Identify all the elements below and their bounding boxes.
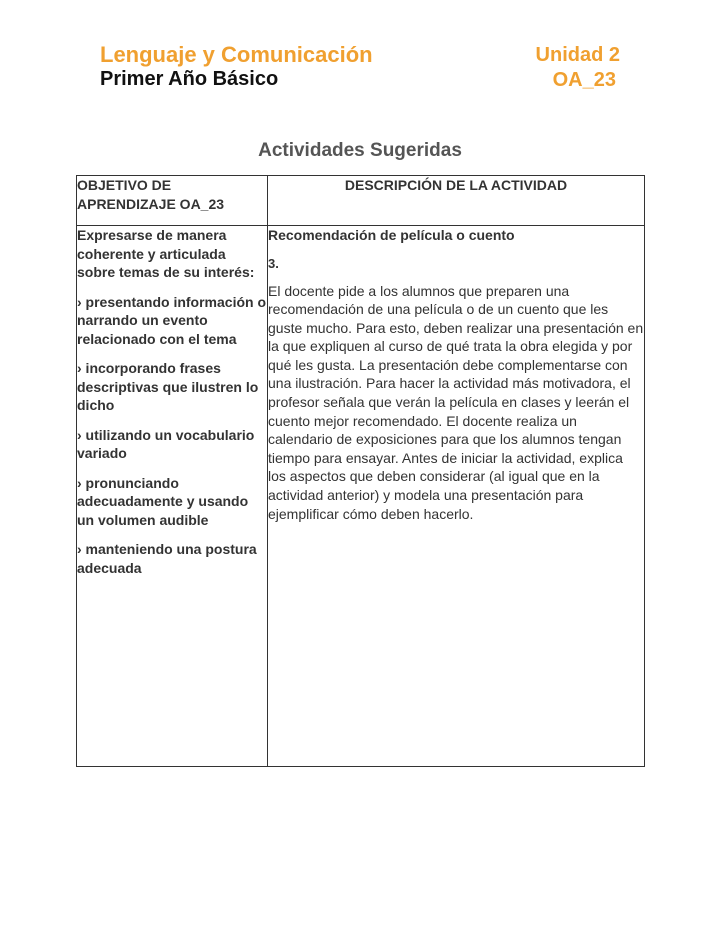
section-title: Actividades Sugeridas [258,140,462,161]
activity-number: 3. [268,255,279,271]
description-column-header: DESCRIPCIÓN DE LA ACTIVIDAD [268,176,645,226]
objective-item: › manteniendo una postura adecuada [77,541,257,576]
page-header [100,42,620,98]
objective-intro: Expresarse de manera coherente y articulada sobre temas de su interés: [77,227,255,280]
objective-column-header: OBJETIVO DE APRENDIZAJE OA_23 [77,176,268,226]
unit-label: Unidad 2 [535,44,620,66]
activity-title: Recomendación de película o cuento [268,227,515,243]
table-row [77,226,645,767]
grade-subtitle: Primer Año Básico [100,68,279,90]
objective-item: › utilizando un vocabulario variado [77,426,255,461]
activity-cell [268,226,645,767]
oa-code-label: OA_23 [552,69,616,91]
table-header-row [77,176,645,226]
objective-item: › incorporando frases descriptivas que ilustren lo dicho [77,360,259,413]
objective-cell [77,226,268,767]
activity-table [76,175,645,767]
subject-title: Lenguaje y Comunicación [100,42,373,67]
activity-description: El docente pide a los alumnos que preparen una recomendación de una película o de un cuento que les guste mucho. Para esto, deben realizar una presentación en la que expliquen al curso de qué trata la obra elegida y por qué les gusta. La presentación debe complementarse con una ilustración. Para hacer la actividad más motivadora, el profesor señala que verán la película en clases y leerán el cuento mejor recomendado. El docente realiza un calendario de exposiciones para que los alumnos tengan tiempo para ensayar. Antes de iniciar la actividad, explica los aspectos que deben considerar (al igual que en la actividad anterior) y modela una presentación para ejemplificar cómo deben hacerlo. [268,282,644,522]
objective-item: › pronunciando adecuadamente y usando un volumen audible [77,474,249,528]
objective-item: › presentando información o narrando un evento relacionado con el tema [77,293,267,347]
